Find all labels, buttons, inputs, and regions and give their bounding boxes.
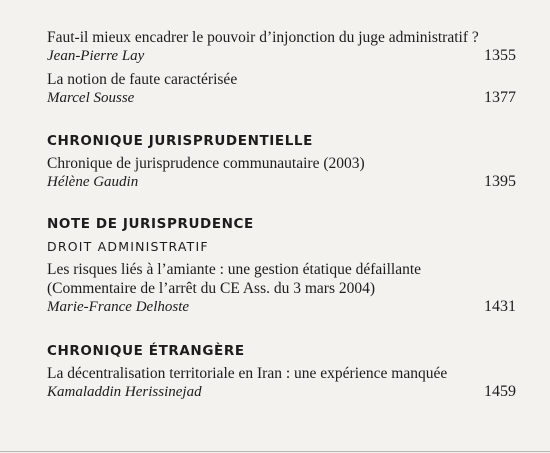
page-number: 1395 [484,173,516,190]
page-number: 1431 [484,298,516,315]
toc-entry [47,364,517,402]
toc-entry [47,260,517,317]
article-author: Marcel Sousse [47,90,135,106]
page-number: 1377 [484,89,516,106]
article-title: Faut-il mieux encadrer le pouvoir d’injonction du juge administratif ? [47,29,479,46]
toc-entry [47,70,517,108]
toc-entry [47,28,517,66]
section-heading: NOTE DE JURISPRUDENCE [47,216,254,232]
article-title: La décentralisation territoriale en Iran : une expérience manquée [47,365,448,382]
page-number: 1355 [484,47,516,64]
bottom-rule [0,451,550,452]
article-title: Les risques liés à l’amiante : une gestion étatique défaillante [47,261,422,278]
article-author: Marie-France Delhoste [47,299,190,315]
article-author: Jean-Pierre Lay [47,48,145,64]
section-heading: CHRONIQUE ÉTRANGÈRE [47,343,245,359]
article-author: Kamaladdin Herissinejad [47,384,202,400]
page-number: 1459 [484,383,516,400]
section-heading: CHRONIQUE JURISPRUDENTIELLE [47,133,313,149]
article-author: Hélène Gaudin [47,174,139,190]
article-title-continuation: (Commentaire de l’arrêt du CE Ass. du 3 mars 2004) [47,280,376,297]
toc-entry [47,154,517,192]
article-title: La notion de faute caractérisée [47,71,238,88]
article-title: Chronique de jurisprudence communautaire (2003) [47,155,365,172]
subsection-heading: DROIT ADMINISTRATIF [47,239,209,254]
